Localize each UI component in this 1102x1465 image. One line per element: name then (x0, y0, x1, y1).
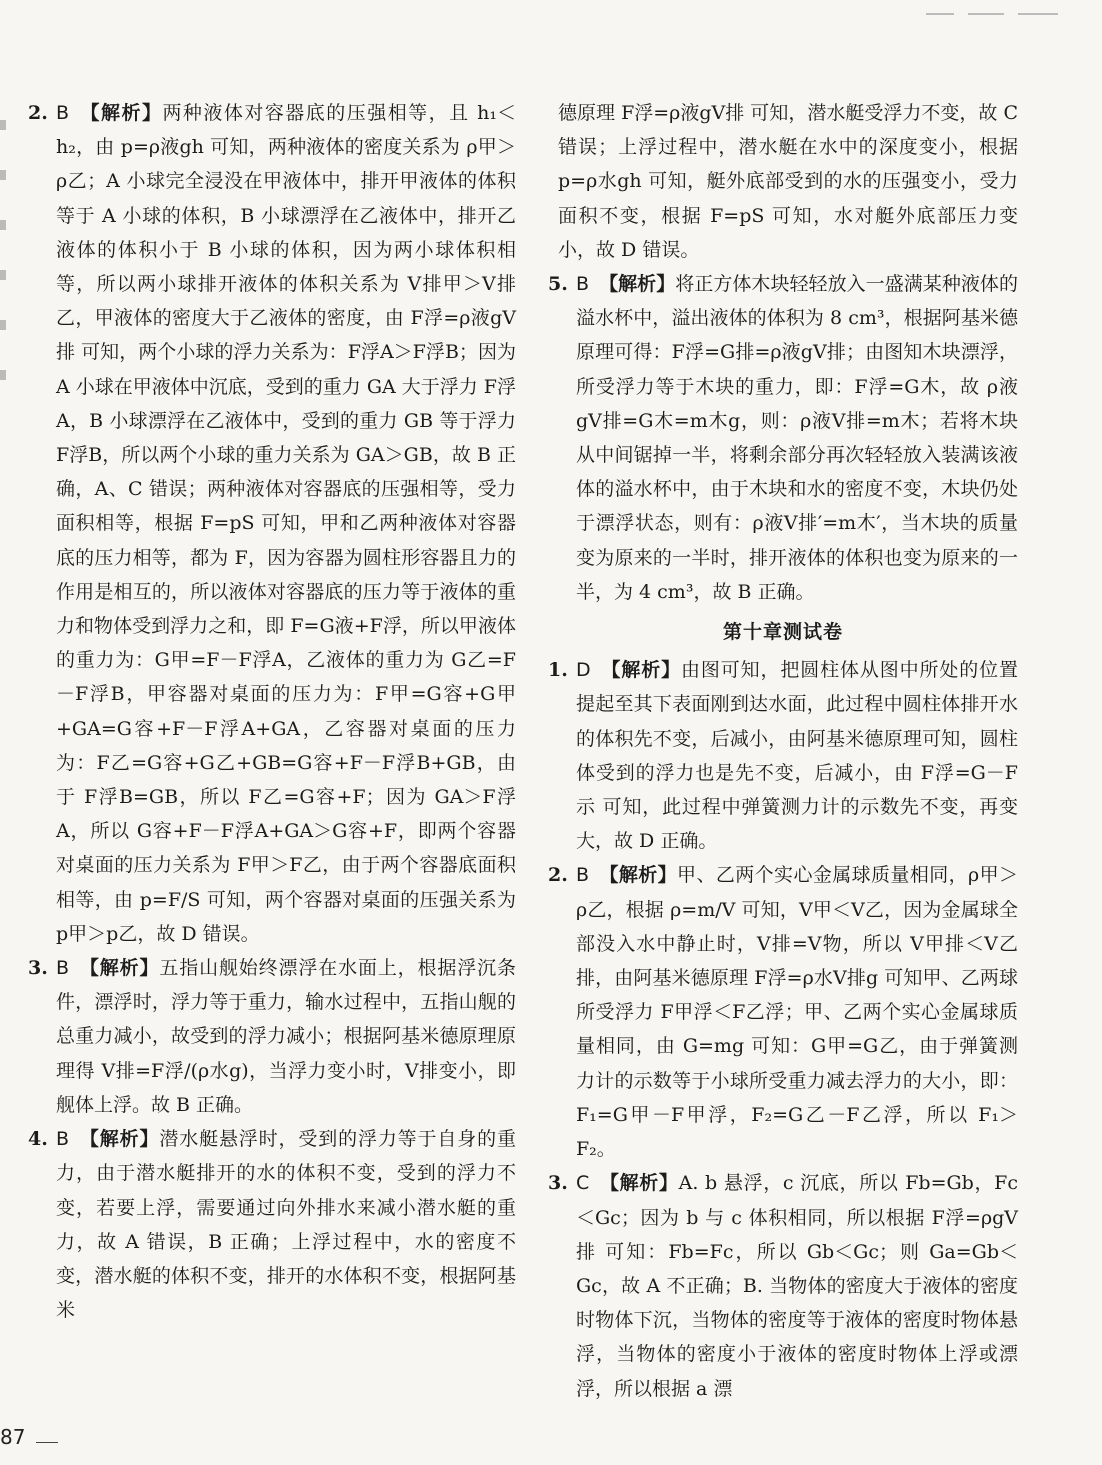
item-answer: C (576, 1172, 590, 1195)
item-number: 5. (548, 273, 568, 296)
item-number: 2. (548, 864, 568, 887)
item-number: 3. (548, 1172, 568, 1195)
item-answer: B (56, 1128, 70, 1151)
test-item-3 (548, 1166, 1018, 1405)
section-title: 第十章测试卷 (722, 621, 843, 644)
analysis-tag: 【解析】 (599, 1172, 679, 1195)
analysis-text: 两种液体对容器底的压强相等，且 h₁＜h₂，由 p=ρ液gh 可知，两种液体的密度关系为 ρ甲＞ρ乙；A 小球完全浸没在甲液体中，排开甲液体的体积等于 A 小球的体积，B 小球漂浮在乙液体中，排开乙液体的体积小于 B 小球的体积，因为两小球体积相等，所以两小球排开液体的体积关系为 V排甲＞V排乙，甲液体的密度大于乙液体的密度，由 F浮=ρ液gV排 可知，两个小球的浮力关系为：F浮A＞F浮B；因为 A 小球在甲液体中沉底，受到的重力 GA 大于浮力 F浮A，B 小球漂浮在乙液体中，受到的重力 GB 等于浮力 F浮B，所以两个小球的重力关系为 GA＞GB，故 B 正确，A、C 错误；两种液体对容器底的压强相等，受力面积相等，根据 F=pS 可知，甲和乙两种液体对容器底的压力相等，都为 F，因为容器为圆柱形容器且力的作用是相互的，所以液体对容器底的压力等于液体的重力和物体受到浮力之和，即 F=G液+F浮，所以甲液体的重力为：G甲=F－F浮A，乙液体的重力为 G乙=F－F浮B，甲容器对桌面的压力为：F甲=G容+G甲+GA=G容+F－F浮A+GA，乙容器对桌面的压力为：F乙=G容+G乙+GB=G容+F－F浮B+GB，由于 F浮B=GB，所以 F乙=G容+F；因为 GA＞F浮A，所以 G容+F－F浮A+GA＞G容+F，即两个容器对桌面的压力关系为 F甲＞F乙，由于两个容器底面积相等，由 p=F/S 可知，两个容器对桌面的压强关系为 p甲＞p乙，故 D 错误。 (56, 102, 516, 945)
analysis-tag: 【解析】 (600, 659, 682, 682)
test-item-1 (548, 653, 1018, 858)
item-number: 3. (28, 957, 48, 980)
analysis-tag: 【解析】 (79, 1128, 160, 1151)
analysis-text: A. b 悬浮，c 沉底，所以 Fb=Gb，Fc＜Gc；因为 b 与 c 体积相同，所以根据 F浮=ρgV排 可知：Fb=Fc，所以 Gb＜Gc；则 Ga=Gb＜Gc，故 A 不正确；B. 当物体的密度大于液体的密度时物体下沉，当物体的密度等于液体的密度时物体悬浮，当物体的密度小于液体的密度时物体上浮或漂浮，所以根据 a 漂 (576, 1172, 1018, 1400)
analysis-text: 潜水艇悬浮时，受到的浮力等于自身的重力，由于潜水艇排开的水的体积不变，受到的浮力不变，若要上浮，需要通过向外排水来减小潜水艇的重力，故 A 错误，B 正确；上浮过程中，水的密度不变，潜水艇的体积不变，排开的水体积不变，根据阿基米 (56, 1128, 516, 1322)
test-item-2 (548, 858, 1018, 1166)
scan-edge-marks-left (0, 120, 6, 420)
item-answer: B (56, 102, 70, 124)
item-answer: B (576, 864, 590, 887)
scan-edge-marks-top (912, 0, 1072, 6)
item-answer: D (576, 659, 591, 682)
analysis-text: 甲、乙两个实心金属球质量相同，ρ甲＞ρ乙，根据 ρ=m/V 可知，V甲＜V乙，因为金属球全部没入水中静止时，V排=V物，所以 V甲排＜V乙排，由阿基米德原理 F浮=ρ水V排g 可知甲、乙两球所受浮力 F甲浮＜F乙浮；甲、乙两个实心金属球质量相同，由 G=mg 可知：G甲=G乙，由于弹簧测力计的示数等于小球所受重力减去浮力的大小，即：F₁=G甲－F甲浮，F₂=G乙－F乙浮，所以 F₁＞F₂。 (576, 864, 1018, 1161)
analysis-tag: 【解析】 (599, 273, 676, 296)
left-column (28, 96, 516, 1327)
analysis-text: 五指山舰始终漂浮在水面上，根据浮沉条件，漂浮时，浮力等于重力，输水过程中，五指山舰的总重力减小，故受到的浮力减小；根据阿基米德原理原理得 V排=F浮/(ρ水g)，当浮力变小时，V排变小，即舰体上浮。故 B 正确。 (56, 957, 516, 1116)
analysis-tag: 【解析】 (79, 102, 163, 124)
page-number: 87 (0, 1425, 26, 1449)
answer-item-5 (548, 267, 1018, 609)
item-number: 2. (28, 102, 48, 124)
page-number-rule (36, 1442, 58, 1443)
answer-item-2 (28, 96, 516, 951)
item-answer: B (576, 273, 590, 296)
analysis-text: 德原理 F浮=ρ液gV排 可知，潜水艇受浮力不变，故 C 错误；上浮过程中，潜水艇在水中的深度变小，根据 p=ρ水gh 可知，艇外底部受到的水的压强变小，受力面积不变，根据 F=pS 可知，水对艇外底部压力变小，故 D 错误。 (558, 102, 1018, 261)
item-answer: B (56, 957, 70, 980)
analysis-text: 将正方体木块轻轻放入一盛满某种液体的溢水杯中，溢出液体的体积为 8 cm³，根据阿基米德原理可得：F浮=G排=ρ液gV排；由图知木块漂浮，所受浮力等于木块的重力，即：F浮=G木，故 ρ液gV排=G木=m木g，则：ρ液V排=m木；若将木块从中间锯掉一半，将剩余部分再次轻轻放入装满该液体的溢水杯中，由于木块和水的密度不变，木块仍处于漂浮状态，则有：ρ液V排′=m木′，当木块的质量变为原来的一半时，排开液体的体积也变为原来的一半，为 4 cm³，故 B 正确。 (576, 273, 1018, 603)
analysis-tag: 【解析】 (599, 864, 678, 887)
answer-item-4 (28, 1122, 516, 1327)
analysis-tag: 【解析】 (79, 957, 160, 980)
item-number: 1. (548, 659, 568, 682)
item-number: 4. (28, 1128, 48, 1151)
answer-item-3 (28, 951, 516, 1122)
analysis-text: 由图可知，把圆柱体从图中所处的位置提起至其下表面刚到达水面，此过程中圆柱体排开水的体积先不变，后减小，由阿基米德原理可知，圆柱体受到的浮力也是先不变，后减小，由 F浮=G－F示 可知，此过程中弹簧测力计的示数先不变，再变大，故 D 正确。 (576, 659, 1018, 853)
right-column (548, 96, 1018, 1406)
answer-item-4-continued (548, 96, 1018, 267)
